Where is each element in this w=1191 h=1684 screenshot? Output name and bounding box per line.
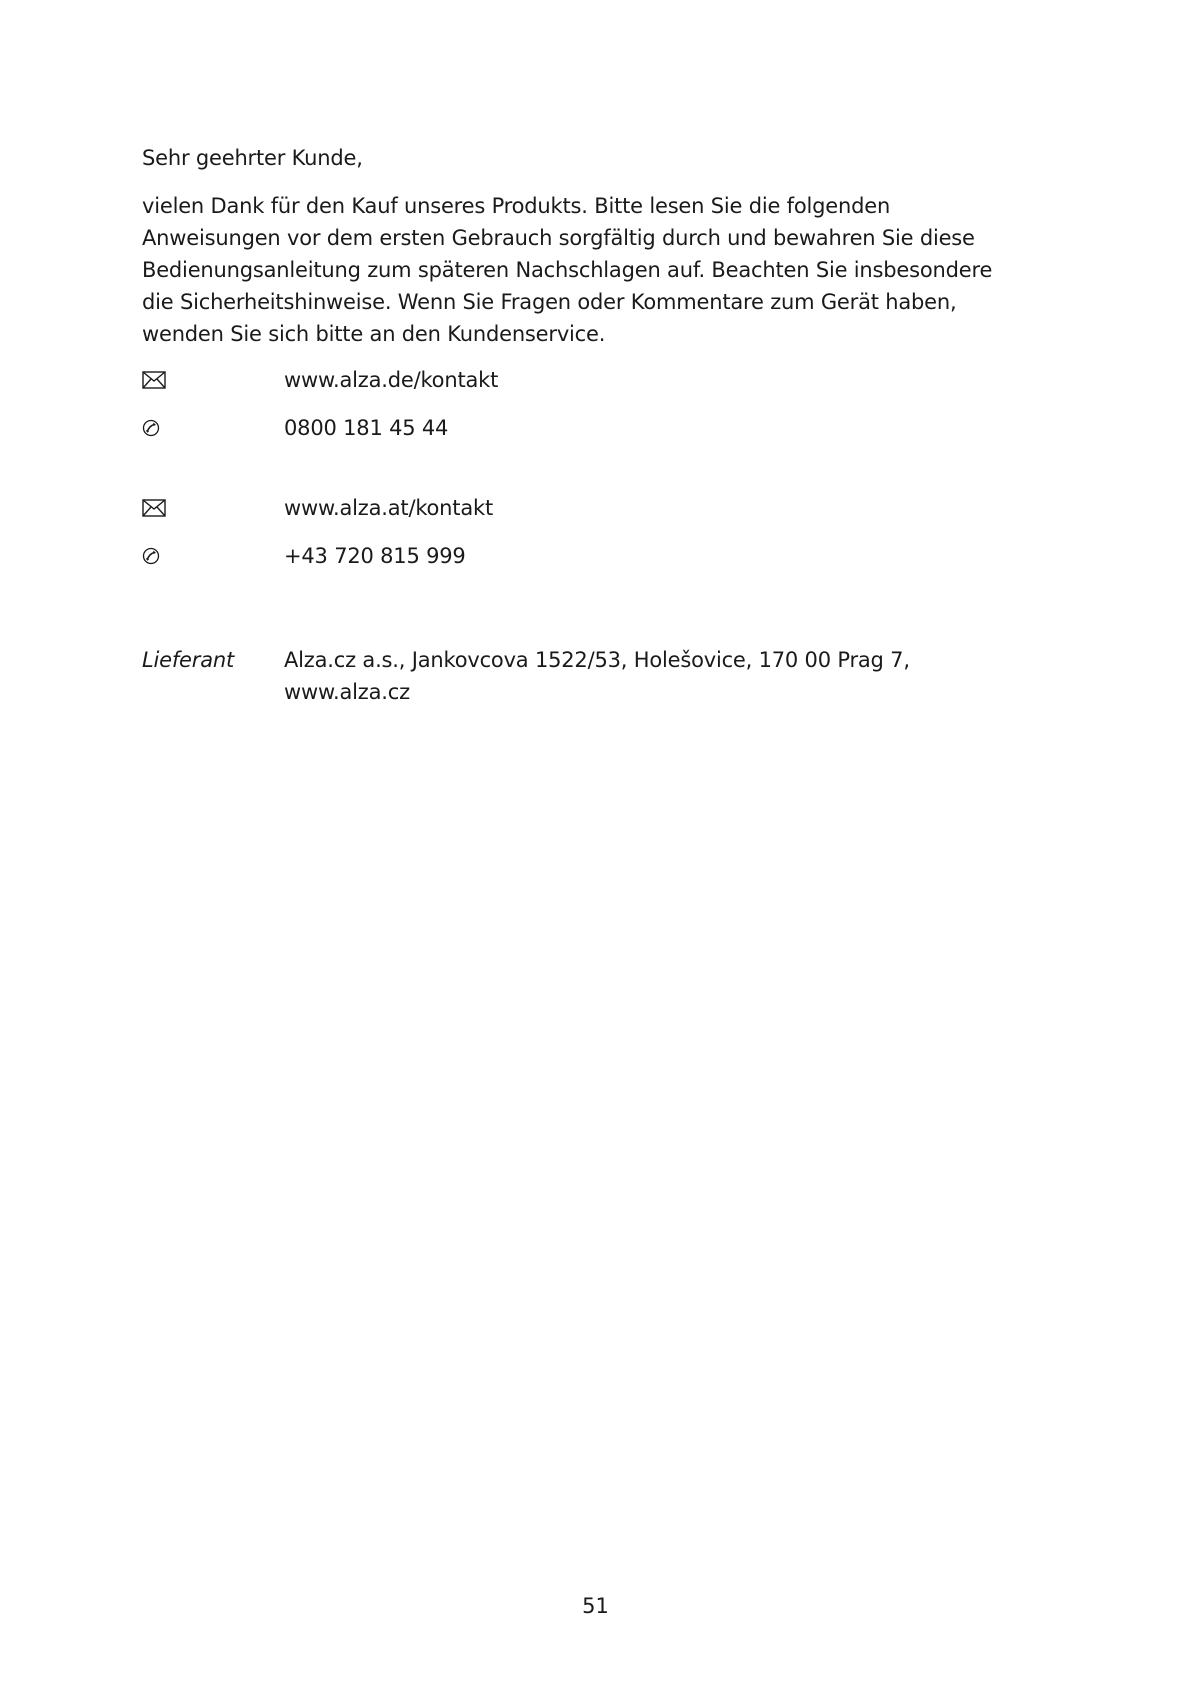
greeting: Sehr geehrter Kunde, (142, 146, 363, 170)
intro-paragraph: vielen Dank für den Kauf unseres Produkts. Bitte lesen Sie die folgenden Anweisungen vor dem ersten Gebrauch sorgfältig durch und bewahren Sie diese Bedienungsanleitung zum späteren Nachschlagen auf. Beachten Sie insbesondere die Sicherheitshinweise. Wenn Sie Fragen oder Kommentare zum Gerät haben, wenden Sie sich bitte an den Kundenservice. (142, 194, 993, 346)
contact-row-phone-de (142, 412, 1022, 444)
document-page (142, 142, 1022, 704)
email-link-at[interactable]: www.alza.at/kontakt (284, 496, 493, 520)
supplier-label: Lieferant (142, 648, 235, 672)
contact-row-phone-at (142, 540, 1022, 572)
supplier-address: Alza.cz a.s., Jankovcova 1522/53, Holešovice, 170 00 Prag 7, www.alza.cz (284, 648, 910, 704)
contact-row-email-de (142, 364, 1022, 396)
email-link-de[interactable]: www.alza.de/kontakt (284, 368, 499, 392)
telephone-icon (142, 547, 284, 565)
envelope-icon (142, 499, 284, 517)
telephone-icon (142, 419, 284, 437)
page-number: 51 (582, 1594, 609, 1618)
envelope-icon (142, 371, 284, 389)
phone-number-de: 0800 181 45 44 (284, 416, 449, 440)
phone-number-at: +43 720 815 999 (284, 544, 466, 568)
contact-row-email-at (142, 492, 1022, 524)
supplier-row (142, 644, 1022, 704)
